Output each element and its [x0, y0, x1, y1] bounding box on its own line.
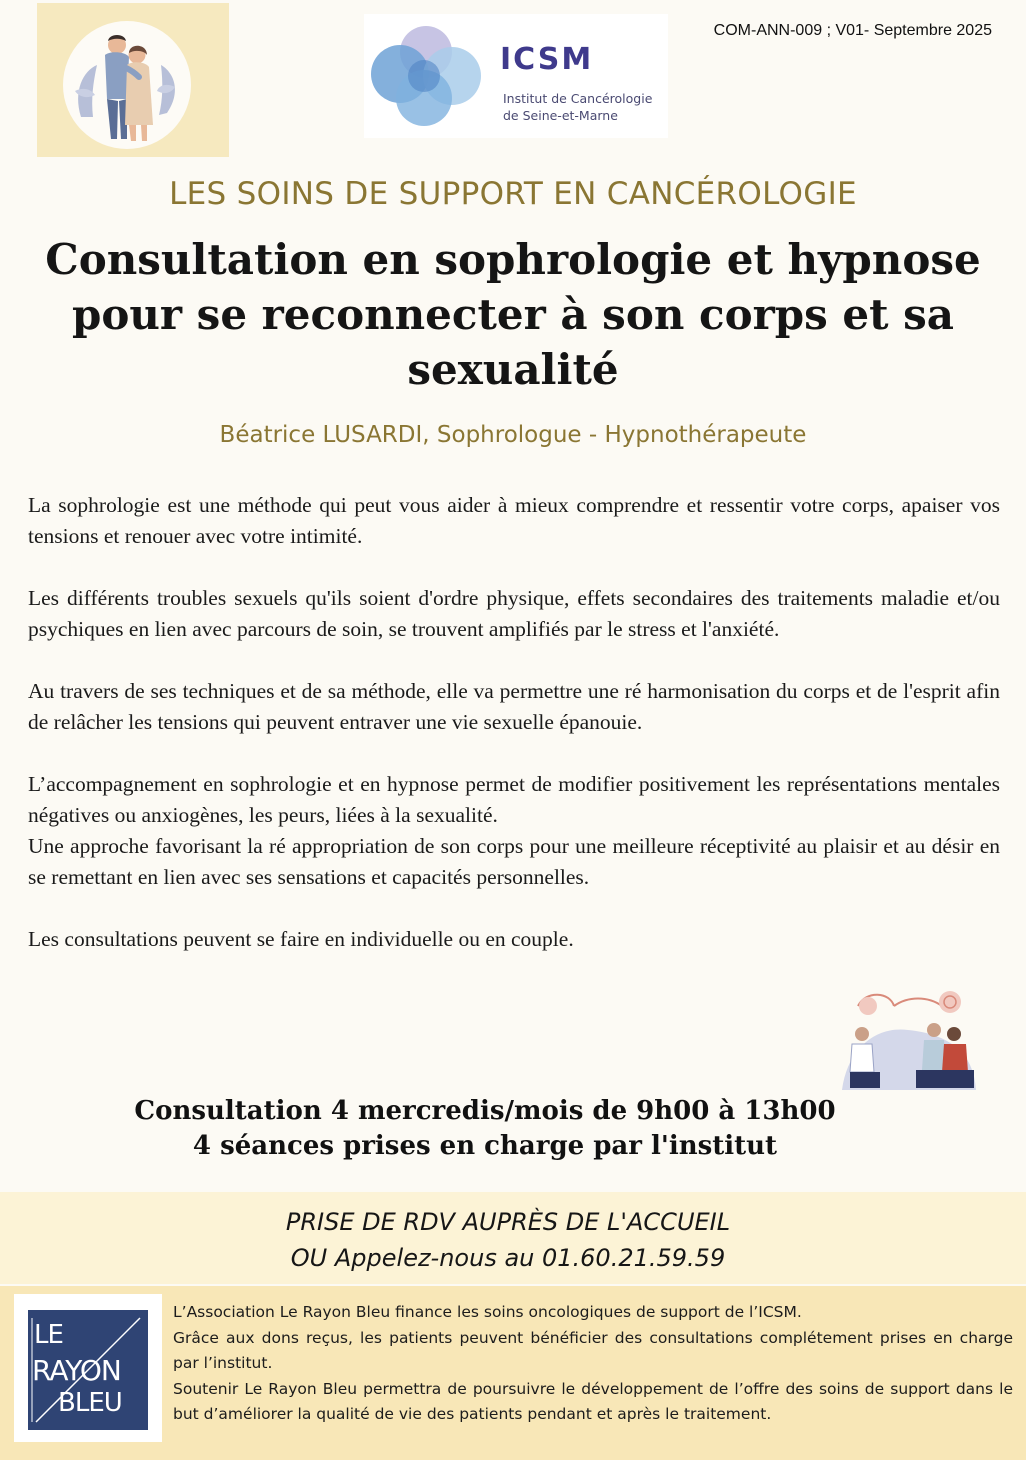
practitioner-name: Béatrice LUSARDI, Sophrologue - Hypnothérapeute	[219, 422, 807, 448]
sponsor-description	[173, 1300, 1013, 1428]
icsm-circles-logo	[364, 14, 494, 138]
sponsor-line-3: Soutenir Le Rayon Bleu permettra de poursuivre le développement de l’offre des soins de support dans le but d’améliorer la qualité de vie des patients pendant et après le traitement.	[173, 1379, 1013, 1423]
document-reference: COM-ANN-009 ; V01- Septembre 2025	[713, 22, 992, 39]
rayon-bleu-logo-rayon: RAYON	[32, 1354, 121, 1387]
paragraph-method: Au travers de ses techniques et de sa méthode, elle va permettre une ré harmonisation du corps et de l'esprit afin de relâcher les tensions qui peuvent entraver une vie sexuelle épanouie.	[28, 679, 1000, 734]
rayon-bleu-logo-frame	[14, 1294, 162, 1442]
description-body	[28, 490, 1000, 986]
icsm-name-line2: de Seine-et-Marne	[503, 108, 618, 123]
paragraph-accompaniment: L’accompagnement en sophrologie et en hypnose permet de modifier positivement les représentations mentales négatives ou anxiogènes, les peurs, liées à la sexualité.	[28, 772, 1000, 827]
rayon-bleu-logo	[28, 1310, 148, 1430]
therapy-session-illustration	[838, 986, 980, 1098]
couple-hug-illustration-panel	[37, 3, 229, 157]
paragraph-intro: La sophrologie est une méthode qui peut vous aider à mieux comprendre et ressentir votre corps, apaiser vos tensions et renouer avec votre intimité.	[28, 493, 1000, 548]
page-title: Consultation en sophrologie et hypnose pour se reconnecter à son corps et sa sexualité	[45, 235, 981, 394]
sponsor-line-2: Grâce aux dons reçus, les patients peuvent bénéficier des consultations complétement prises en charge par l’institut.	[173, 1328, 1013, 1372]
rayon-bleu-logo-le: LE	[34, 1320, 63, 1350]
consultation-days: Consultation 4 mercredis/mois de 9h00 à 13h00	[134, 1096, 836, 1126]
paragraph-troubles: Les différents troubles sexuels qu'ils soient d'ordre physique, effets secondaires des traitements maladie et/ou psychiques en lien avec parcours de soin, se trouvent amplifiés par le stress et l'anxiété.	[28, 586, 1000, 641]
sponsor-line-1: L’Association Le Rayon Bleu finance les soins oncologiques de support de l’ICSM.	[173, 1303, 802, 1321]
icsm-brand-text: ICSM	[500, 42, 594, 77]
couple-hug-illustration	[63, 21, 191, 149]
sponsor-footer	[0, 1286, 1026, 1460]
icsm-logo	[364, 14, 668, 138]
icsm-name-line1: Institut de Cancérologie	[503, 91, 653, 106]
section-kicker: LES SOINS DE SUPPORT EN CANCÉROLOGIE	[169, 176, 857, 212]
appointment-phone: OU Appelez-nous au 01.60.21.59.59	[290, 1244, 726, 1272]
appointment-reception: PRISE DE RDV AUPRÈS DE L'ACCUEIL	[285, 1208, 731, 1236]
rayon-bleu-logo-bleu: BLEU	[58, 1388, 122, 1418]
consultation-schedule	[0, 1094, 970, 1164]
paragraph-approach: Une approche favorisant la ré appropriation de son corps pour une meilleure réceptivité au plaisir et au désir en se remettant en lien avec ses sensations et capacités personnelles.	[28, 834, 1000, 889]
consultation-coverage: 4 séances prises en charge par l'institut	[192, 1131, 778, 1161]
paragraph-consultation-mode: Les consultations peuvent se faire en individuelle ou en couple.	[28, 927, 574, 951]
appointment-info	[0, 1204, 1016, 1276]
